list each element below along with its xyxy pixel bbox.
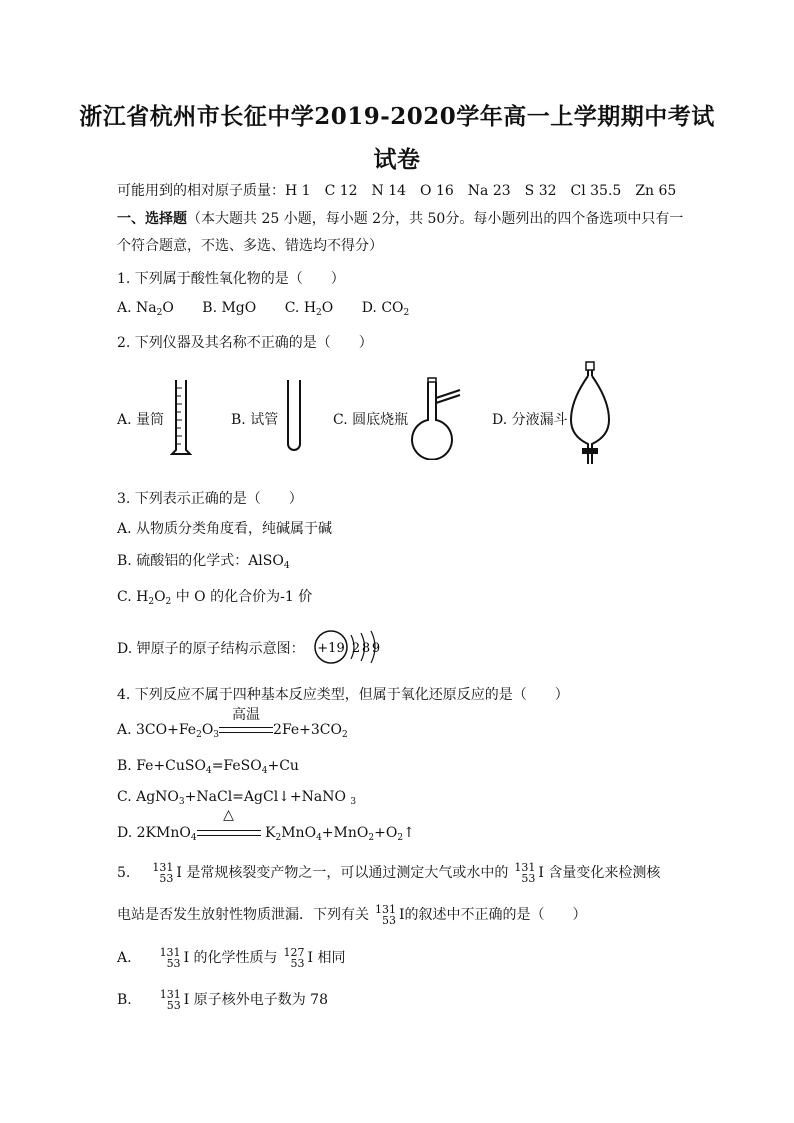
q2-option-c-label: C. 圆底烧瓶 [333,412,409,428]
separatory-funnel-icon [565,360,615,475]
reaction-condition: 高温 [219,722,273,738]
iodine-131-nuclide: 131 53 [514,861,536,885]
q2-stem: 2. 下列仪器及其名称不正确的是（ ） [117,335,373,351]
nucleus-charge: +19 [317,641,345,656]
q4-stem: 4. 下列反应不属于四种基本反应类型，但属于氧化还原反应的是（ ） [117,687,569,703]
flask-icon [410,376,470,460]
q1-option-d: D. $CO_2$ [361,300,410,318]
test-tube-icon [284,378,304,456]
atomic-masses: 可能用到的相对原子质量：H 1 C 12 N 14 O 16 Na 23 S 32 Cl 35.5 Zn 65 [117,183,677,199]
q4-option-b: B. Fe+CuSO$_4$=FeSO$_4$+Cu [117,758,299,776]
section-heading: 一、选择题 [117,211,187,227]
iodine-131-nuclide: 131 53 [375,903,396,927]
iodine-127-nuclide: 127 53 [283,946,305,970]
q1-options [117,300,409,316]
q3-stem: 3. 下列表示正确的是（ ） [117,491,303,507]
q5-line-2: 电站是否发生放射性物质泄漏．下列有关 131 53 I的叙述中不正确的是（ ） [117,903,587,927]
iodine-131-nuclide: 131 53 [152,861,174,885]
title-line-2: 试卷 [373,146,421,173]
iodine-131-nuclide: 131 53 [159,946,181,970]
shell-1-electrons: 2 [351,641,361,656]
q1-option-b: B. MgO [202,300,257,316]
heating-condition: △ [197,825,261,841]
q5-option-a: A. 131 53 I 的化学性质与 127 53 I 相同 [117,946,346,970]
q1-stem: 1. 下列属于酸性氧化物的是（ ） [117,271,345,287]
iodine-131-nuclide: 131 53 [159,988,181,1012]
potassium-atom-diagram [311,627,387,667]
q1-option-a: A. $Na_2O$ [117,300,174,318]
section-desc-a: （本大题共 25 小题，每小题 2分，共 50分。每小题列出的四个备选项中只有一 [187,211,684,227]
q3-option-b: B. 硫酸铝的化学式：AlSO$_4$ [117,553,290,571]
q4-option-a: A. $3CO+Fe_2O_3$ 高温 $2Fe+3CO_2$ [117,707,348,740]
shell-3-electrons: 9 [371,641,381,656]
q3-option-c: C. $H_2O_2$ 中 O 的化合价为-1 价 [117,589,313,607]
q3-option-a: A. 从物质分类角度看，纯碱属于碱 [117,521,333,537]
section-desc-b: 个符合题意，不选、多选、错选均不得分） [117,238,383,254]
q2-option-a-label: A. 量筒 [117,412,165,428]
q4-option-d: D. 2KMnO$_4$ △ $K_2MnO_4+MnO_2+O_2↑$ [117,807,415,843]
q4-option-c: C. AgNO$_3$+NaCl=AgCl↓+NaNO $_3$ [117,789,357,807]
q1-option-c: C. $H_2O$ [284,300,334,318]
graduated-cylinder-icon [170,378,192,458]
section-1-line-a [117,208,683,228]
title-line-1: 浙江省杭州市长征中学2019-2020学年高一上学期期中考试 [79,103,715,130]
q5-line-1: 5. 131 53 I 是常规核裂变产物之一，可以通过测定大气或水中的 131 53 I 含量变化来检测核 [117,861,661,885]
q5-option-b: B. 131 53 I 原子核外电子数为 78 [117,988,328,1012]
q2-option-b-label: B. 试管 [231,412,279,428]
shell-2-electrons: 8 [361,641,371,656]
q3-option-d: D. 钾原子的原子结构示意图： [117,641,305,657]
q2-option-d-label: D. 分液漏斗 [492,412,568,428]
